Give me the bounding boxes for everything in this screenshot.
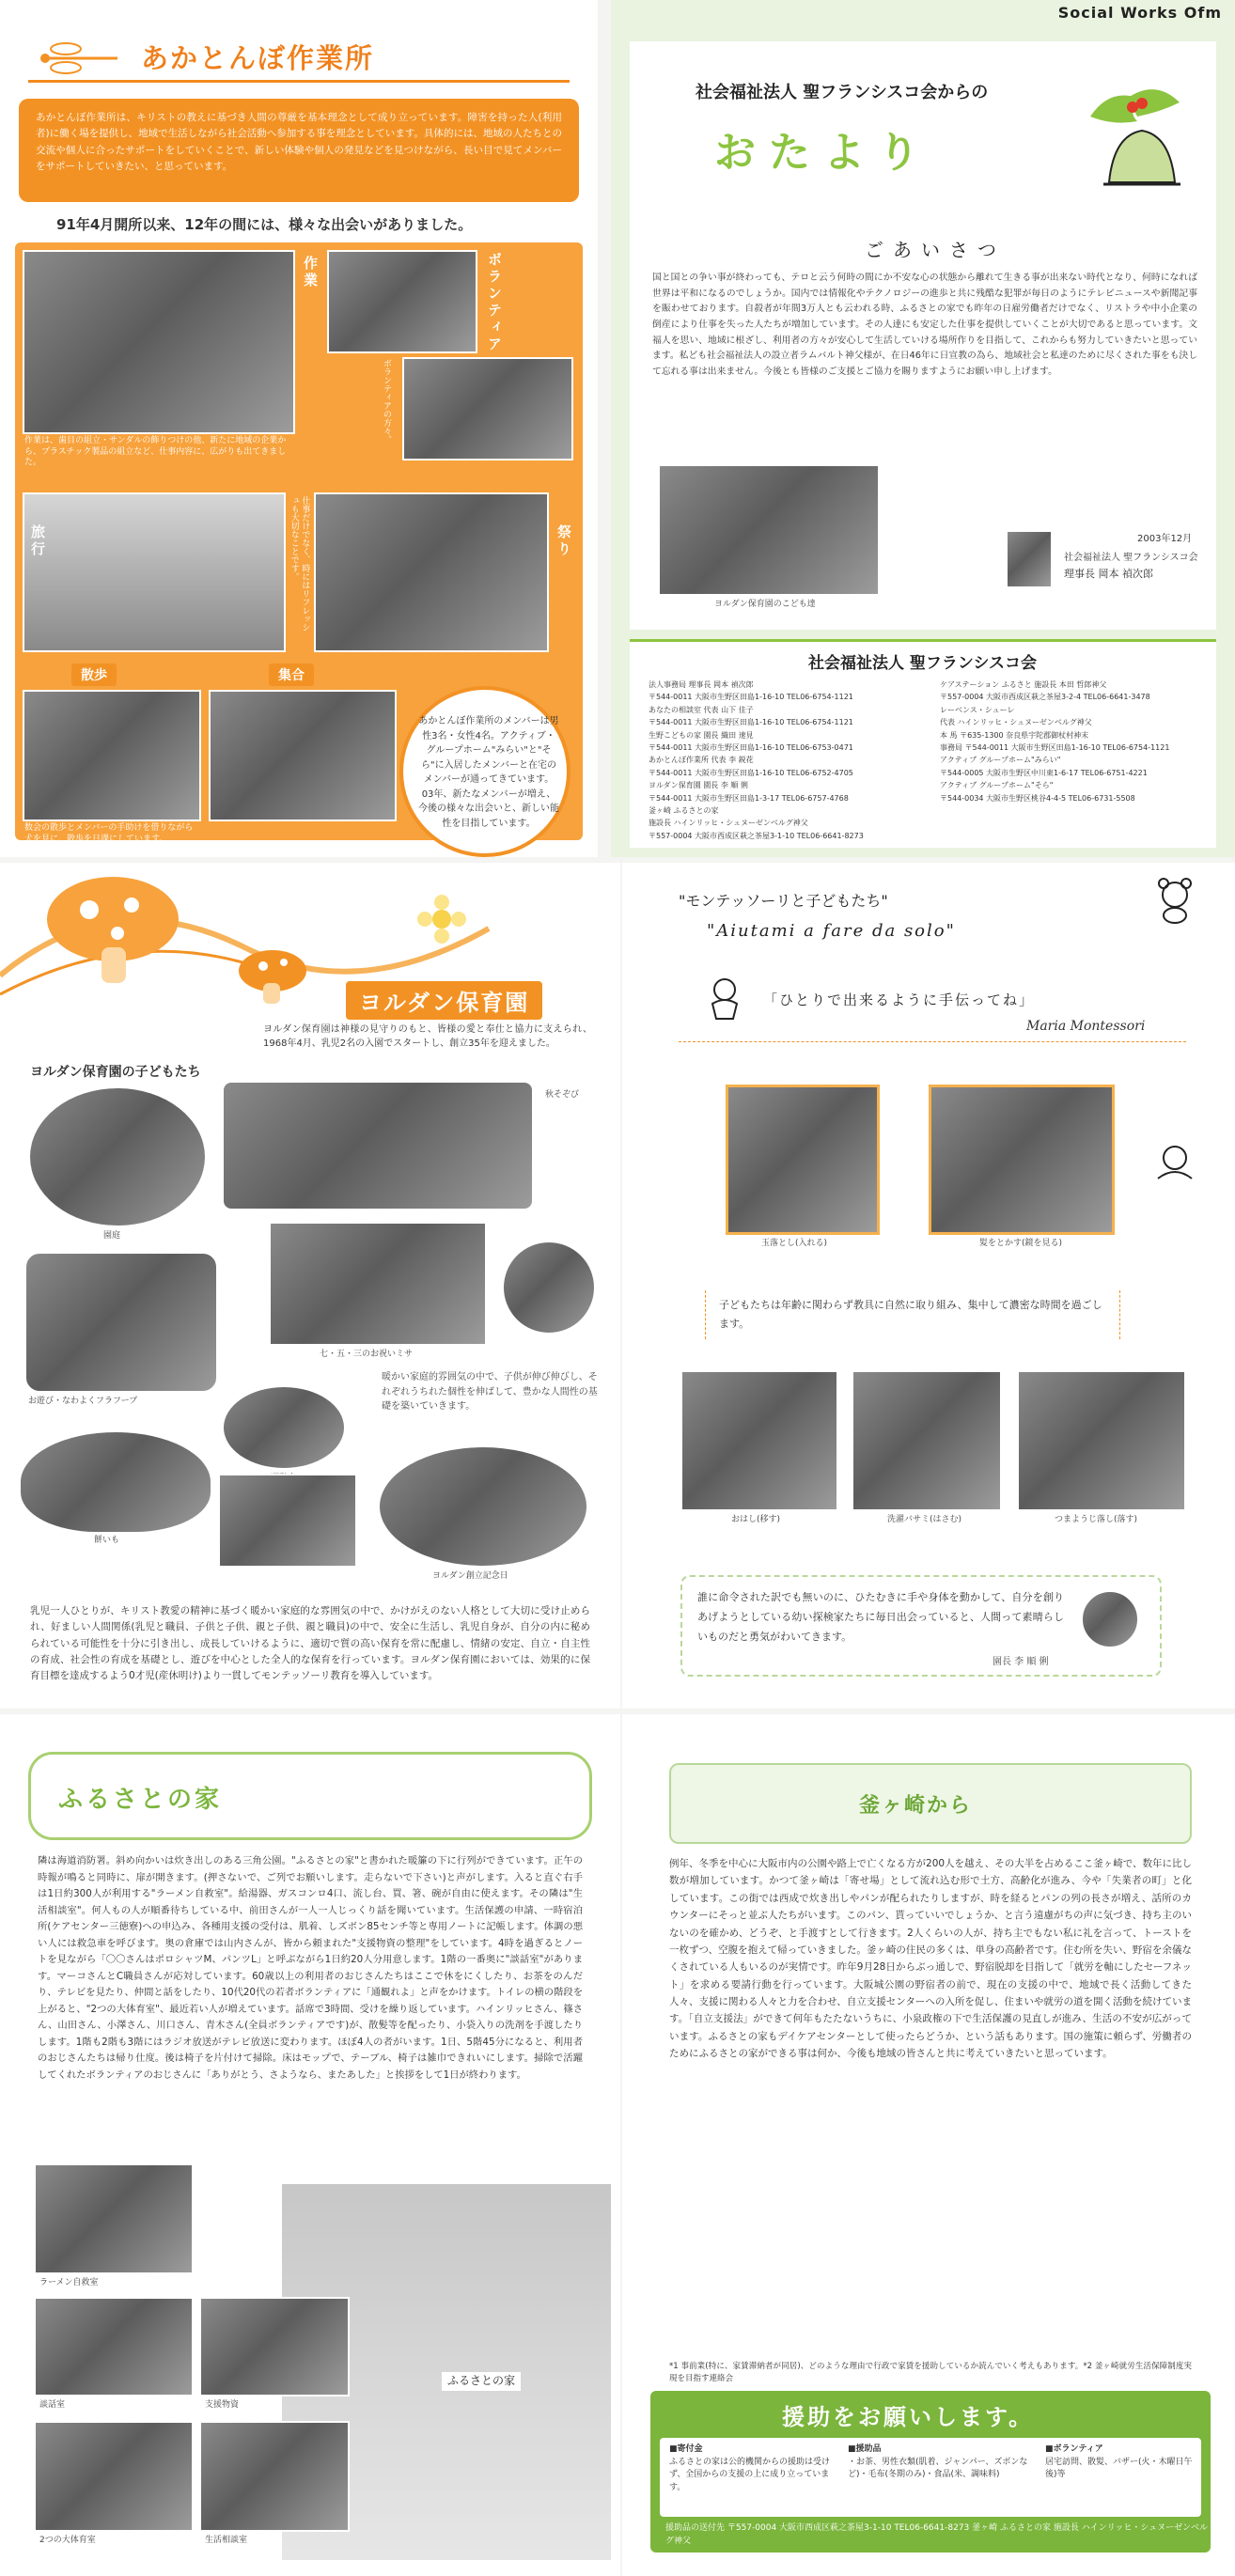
photo-hair-comb [929,1085,1115,1235]
teddy-bear-icon [1149,872,1201,925]
montessori-page [622,863,1235,1709]
dir-line: あなたの相談室 代表 山下 佳子 [649,705,754,714]
caption-garden: 園庭 [103,1231,121,1241]
dir-line: 〒544-0011 大阪市生野区田島1-16-10 TEL06-6754-1121 [649,718,853,727]
caption-753: 七・五・三のお祝いミサ [320,1350,414,1359]
caption-potato: 餅いも [94,1536,120,1545]
caption-volunteer: ボランティアの方々。 [382,359,391,444]
help-donation [669,2443,838,2494]
photo-toothpick [1017,1370,1186,1511]
caption-walk: 数会の散歩とメンバーの手助けを借りながら犬を見に、散歩を日課にしています。 [24,823,194,844]
dir-line: ヨルダン保育園 園長 李 順 俐 [649,781,748,790]
dir-line: アクティブ グループホーム"そら" [940,781,1054,790]
page-title: 釜ヶ崎から [859,1794,973,1818]
bell-icon [1071,79,1194,201]
goods-head: ■援助品 [848,2444,882,2454]
directory-title: 社会福祉法人 聖フランシスコ会 [808,654,1037,673]
photo-children [658,464,880,596]
dir-line: 〒557-0004 大阪市西成区萩之茶屋3-1-10 TEL06-6641-8273 [649,831,864,840]
caption-talk-room: 談話室 [39,2400,66,2410]
brand-logo: Social Works Ofm [1057,4,1222,22]
caption-description: 暖かい家庭的雰囲気の中で、子供が伸び伸びし、それぞれうちれた個性を伸ばして、豊かな人間性の基礎を築いていきます。 [382,1372,598,1412]
photo-ramen-room [34,2163,194,2274]
dir-line: レーベンス・シューレ [940,705,1015,714]
dir-line: 〒544-0011 大阪市生野区田島1-16-10 TEL06-6752-4705 [649,768,853,777]
photo-play [218,1474,357,1568]
page-title: あかとんぼ作業所 [141,42,375,74]
dir-line: 〒557-0004 大阪市西成区萩之茶屋3-2-4 TEL06-6641-3478 [940,693,1150,702]
quote-heading: "モンテッソーリと子どもたち" [679,892,888,910]
caption-anniversary: ヨルダン創立記念日 [432,1571,508,1581]
label-volunteer: ボランティア [486,252,503,353]
section-heading: ヨルダン保育園の子どもたち [30,1065,201,1080]
photo-talk-room [34,2297,194,2396]
caption-chopsticks: おはし(移す) [731,1515,781,1524]
photo-anniversary [378,1445,588,1568]
label-walk: 散歩 [71,664,117,686]
caption-trip: 仕事だけでなく、時にはリフレッシュも大切なことです。 [289,496,310,632]
donation-text: ふるさとの家は公的機関からの援助は受けず、全国からの支援の上に成り立っています。 [669,2457,831,2492]
caption-autumn: 秋そぞび [545,1090,580,1100]
photo-trip [23,492,286,652]
description-box: 子どもたちは年齢に関わらず教具に自然に取り組み、集中して濃密な時間を過ごします。 [705,1290,1120,1339]
dir-line: ケアステーション ふるさと 施設長 本田 哲郎神父 [940,680,1107,689]
caption-toothpick: つまようじ落し(落す) [1055,1515,1138,1524]
photo-volunteer-1 [327,250,477,353]
dir-line: 法人事務局 理事長 岡本 禎次郎 [649,680,754,689]
greeting-card [630,216,1216,630]
dir-line: 〒544-0005 大阪市生野区中川東1-6-17 TEL06-6751-4221 [940,768,1148,777]
kamagasaki-page [622,1714,1235,2576]
intro-text: あかとんぼ作業所は、キリストの教えに基づき人間の尊厳を基本理念として成り立っています。障害を持った人(利用者)に働く場を提供し、地域で生活しながら社会活動へ参加する事を理念としています。具体的には、地域の人たちとの交流や個人に合ったサポートをしていくことで、新しい体験や個人の発見などを見つけながら、長い目で見てメンバーをサポートしていきたい、と思っています。 [36,112,562,172]
photo-gym [34,2421,194,2532]
label-trip: 旅行 [29,524,46,558]
body-text: 隣は海道消防署。斜め向かいは炊き出しのある三角公園。"ふるさとの家"と書かれた暖簾の下に行列ができています。正午の時報が鳴ると同時に、扉が開きます。(押さないで、ご列でお願いします。走らないで下さい)と声がします。入ると直ぐ右手は1日約300人が利用する"ラーメン自救室"。給湯器、ガスコンロ4口、流し台、買、箸、碗が自由に使えます。その隣は"生活相談室"。何人もの人が順番待ちしている中、前田さんが一人一人じっくり話を聞いています。生活保護の申請、一時宿泊所(ケアセンター三徳寮)への申込み、各種用支援の受付は、肌着、しズボン85センチ等と専用ノートに記帳します。体調の悪い人には救急車を呼びます。奥の倉庫では山内さんが、皆から頼まれた"支援物資の整理"をしています。4時を過ぎるとノートを見ながら「〇〇さんはポロシャツM、パンツL」と呼ぶながら1日約20人分用意します。1階の一番奥に"談話室"があります。マーコさんとC職員さんが応対しています。60歳以上の利用者のおじさんたちはここで休をにくしたり、お茶をのんだり、テレビを見たり、仲間と話をしたり、10代20代の若者ボランティアに「通観れよ」と声をかけます。トイレの横の階段を上がると、"2つの大体育室"、最近若い人が増えています。話席で3時間、受けを繰り返しています。ハインリッヒさん、篠さん、山田さん、小澤さん、川口さん、青木さん(全員ボランティアです)が、散髪等を配ったり、小袋入りの洗剤を手渡したりします。1階も2階も3階にはラジオ放送がテレビ放送に変わります。ほぼ4人の者がいます。1日、5階45分になると、利用者のおじさんたちは帰り仕度。後は椅子を片付けて掃除。床はモップで、テーブル、椅子は雑巾できれいにします。掃除で活躍してくれたボランティアのおじさんに「ありがとう、さようなら、またあした」と挨拶をして1日が終わります。 [38,1855,583,2081]
help-volunteer [1045,2443,1196,2482]
dragonfly-icon [38,38,122,75]
photo-potato [19,1430,212,1534]
quote-italian: "Aiutami a fare da solo" [707,921,956,941]
subtitle-text: ヨルダン保育園は神様の見守りのもと、皆様の愛と奉仕と協力に支えられ、1968年4月、乳児2名の入園でスタートし、創立35年を迎えました。 [263,1024,592,1049]
dir-line: あかとんぼ作業所 代表 李 鋭花 [649,756,754,765]
dir-line: 施設長 ハインリッヒ・シュヌーゼンベルグ神父 [649,819,808,828]
dir-line: 事務局 〒544-0011 大阪市生野区田島1-16-10 TEL06-6754-1121 [940,742,1170,752]
photo-round-right [502,1241,596,1335]
caption-supplies: 支援物資 [205,2400,240,2410]
dir-line: アクティブ グループホーム"みらい" [940,756,1061,765]
photo-caption: ヨルダン保育園のこども達 [714,600,816,609]
intro-box [19,99,579,202]
footnotes: *1 事前業(特に、家賃滞納者が同居)、どのような理由で行政で家賃を援助しているか読んでいく考えもあります。*2 釜ヶ崎就労生活保障制度実現を目指す連絡会 [669,2362,1192,2383]
photo-supplies [199,2297,350,2396]
photo-walk [23,690,201,821]
baby-icon [701,976,748,1023]
title-bar [28,28,570,83]
baby-icon [1149,1141,1201,1194]
photo-sports-day [222,1385,346,1470]
help-inner [660,2438,1201,2517]
sign-name: 理事長 岡本 禎次郎 [1064,568,1153,580]
photo-work [23,250,295,434]
directory-card [630,639,1216,848]
photo-festival [314,492,549,652]
akatonbo-page [0,0,598,857]
photo-garden [28,1086,207,1227]
directory-right [940,679,1203,805]
dir-line: 釜ヶ崎 ふるさとの家 [649,805,719,815]
volunteer-text: 居宅訪問、散髪、バザー(火・木曜日午後)等 [1045,2457,1193,2479]
caption-ball-drop: 玉落とし(入れる) [761,1239,828,1248]
photo-principal [1081,1590,1139,1648]
photo-clothespin [852,1370,1002,1511]
quote-japanese: 「ひとりで出来るように手伝ってね」 [763,991,1036,1008]
send-address: 援助品の送付先 〒557-0004 大阪市西成区萩之茶屋3-1-10 TEL06-6641-8273 釜ヶ崎 ふるさとの家 施設長 ハインリッヒ・シュヌーゼンベルグ神父 [665,2523,1208,2546]
photo-ball-drop [726,1085,880,1235]
dir-line: 〒544-0011 大阪市生野区田島1-16-10 TEL06-6753-0471 [649,742,853,752]
page-title: おたより [714,129,932,177]
photo-consult [199,2421,350,2532]
dir-line: 〒544-0011 大阪市生野区田島1-16-10 TEL06-6754-1121 [649,693,853,702]
photo-chopsticks [680,1370,838,1511]
caption-work: 作業は、歯目の組立・サンダルの飾りつけの他、新たに地域の企業から、プラスチック製品の組立など、仕事内容に、広がりも出てきました。 [24,436,287,468]
photo-chairman [1006,530,1053,588]
dir-line: 本 馬 〒635-1300 奈良県宇陀郡御杖村神末 [940,730,1089,740]
donation-head: ■寄付金 [669,2444,703,2454]
caption-gym: 2つの大体育室 [39,2536,96,2545]
dir-line: 〒544-0034 大阪市生野区桃谷4-4-5 TEL06-6731-5508 [940,793,1135,803]
org-name: 社会福祉法人 聖フランシスコ会からの [696,83,989,102]
furusato-page [0,1714,620,2576]
photo-hula-hoop [24,1252,218,1393]
directory-left [649,679,930,843]
dir-line: 代表 ハインリッヒ・シュヌーゼンベルグ神父 [940,718,1092,727]
label-gathering: 集合 [269,664,314,686]
photo-gathering [209,690,397,821]
principal-quote-box [680,1575,1162,1677]
body-text: 例年、冬季を中心に大阪市内の公園や路上で亡くなる方が200人を越え、その大半を占めるここ釜ヶ崎で、数年に比し数が増加しています。かつて釜ヶ崎は「寄せ場」として流れ込む形で土方、高齢化が進み、今や「失業者の町」と化しています。この街では西成で炊き出しやパンが配られたりしますが、時を経るとパンの列の長さが増え、話所のカウンターにそっと並ぶ人たちがいます。このパン、貰っていいでしょうか、と言う遠慮がちの声に気づき、持ち主のいないのを確かめ、どうぞ、と手渡すとして行きます。2人くらいの人が、持ち主でもない私に礼を言って、トーストを一枚ずつ、空腹を抱えて帰っていきました。釜ヶ崎の住民の多くは、単身の高齢者です。住む所を失い、野宿を余儀なくされている人もいるのが実情です。昨年9月28日からぶっ通しで、野宿脱却を目指して「就労を軸にしたセーフネット」を求める要請行動を行っています。大阪城公園の野宿者の前で、現在の支援の中で、地域で長く活動してきた人々、支援に関わる人々と力を合わせ、自立支援センターへの入所を促し、住まいや就労の道を開く活動を続けています。「自立支援法」ができて何年もたたないうちに、小泉政権の下で生活保護の見直しが進み、生活の不安が広がっています。ふるさとの家もデイケアセンターとして使ったらどうか、という話もあります。国の施策に頼らず、労働者のためにふるさとの家ができる事は何か、今後も地域の皆さんと共に考えていきたいと思っています。 [669,1858,1192,2060]
dir-line: 生野こどもの家 園長 織田 速見 [649,730,754,740]
page-title: ヨルダン保育園 [346,981,542,1020]
body-text: 乳児一人ひとりが、キリスト教愛の精神に基づく暖かい家庭的な雰囲気の中で、かけがえのない人格として大切に受け止められ、好ましい人間関係(乳児と職員、子供と子供、親と子供、親と職員)の中で、安全に生活し、乳児自身が、自分の内に秘められている可能性を十分に引き出し、成長していけるように、適切で質の高い保育を常に配慮し、情緒の安定、自立・自主性の育成、社会性の育成を基礎とし、遊びを中心とした全人的な保育を行っています。ヨルダン保育園においては、効果的に保育目標を達成するよう0才児(産休明け)より一貫してモンテッソーリ教育を導入しています。 [30,1605,590,1682]
headline: 91年4月開所以来、12年の間には、様々な出会いがありました。 [56,216,473,233]
photo-autumn [222,1081,534,1210]
photo-volunteer-2 [402,357,573,461]
principal-quote: 誰に命令された訳でも無いのに、ひたむきに手や身体を動かして、自分を創りあげようとしている幼い探検家たちに毎日出会っていると、人間って素晴らしいものだと勇気がわいてきます。 [697,1591,1064,1643]
jordan-nursery-page [0,863,620,1709]
sign-furusato: ふるさとの家 [442,2372,521,2391]
dir-line: 〒544-0011 大阪市生野区田島1-3-17 TEL06-6757-4768 [649,793,849,803]
sign-org: 社会福祉法人 聖フランシスコ会 [1064,553,1198,563]
help-goods [848,2443,1036,2482]
flower-icon [417,895,466,944]
caption-clothespin: 洗濯バサミ(はさむ) [887,1515,962,1524]
header-card [630,41,1216,226]
divider [679,1041,1186,1042]
goods-text: ・お茶、男性衣類(肌着、ジャンパー、ズボンなど)・毛布(冬期のみ)・食品(米、調味料) [848,2457,1028,2479]
caption-hula-hoop: お遊び・なわよくフラフープ [28,1397,138,1406]
caption-ramen-room: ラーメン自救室 [39,2278,99,2287]
info-bubble [399,686,571,857]
help-title: 援助をお願いします。 [782,2404,1035,2430]
bubble-text: あかとんぼ作業所のメンバーは男性3名・女性4名。アクティブ・グループホーム"みらい"と"そら"に入居したメンバーと在宅のメンバーが通ってきています。03年、新たなメンバーが増え、今後の様々な出会いと、新しい能性を目指しています。 [418,716,559,829]
volunteer-head: ■ボランティア [1045,2444,1103,2454]
principal-sign: 園長 李 順 俐 [993,1657,1049,1667]
photo-753 [269,1222,487,1346]
help-box [650,2391,1211,2553]
otayori-page [611,0,1235,857]
caption-consult: 生活相談室 [205,2536,248,2545]
label-work: 作業 [302,256,319,289]
page-title: ふるさとの家 [58,1786,223,1814]
quote-author: Maria Montessori [1026,1019,1146,1034]
greeting-title: ごあいさつ [865,239,1006,261]
date: 2003年12月 [1137,534,1193,544]
caption-hair-comb: 髪をとかす(鏡を見る) [979,1239,1063,1248]
greeting-text: 国と国との争い事が終わっても、テロと云う何時の間にか不安な心の状態から離れて生きる事が出来ない時代となり、何時になれば世界は平和になるのでしょうか。国内では情報化やテクノロジーの進歩と共に残酷な犯罪が毎日のようにテレビニュースや新聞記事を賑わせております。自殺者が年間3万人とも云われる時、ふるさとの家でも昨年の日雇労働者だけでなく、リストラや中小企業の倒産により仕事を失った人たちが増加しています。その人達にも安定した仕事を提供していくことが大切であると思っています。文福人を思い、地域に根ざし、利用者の方々が安心して生活していける場所作りを目指して、これからも努力していきたいと思っています。私ども社会福祉法人の設立者ラムバルト神父様が、在日46年に日宣教の為ら、地域社会と私達のために尽くされた事をも決して忘れる事は出来ません。今後とも皆様のご支援とご協力を賜りますようにお願い申し上げます。 [652,273,1197,377]
label-festival: 祭り [555,524,572,558]
